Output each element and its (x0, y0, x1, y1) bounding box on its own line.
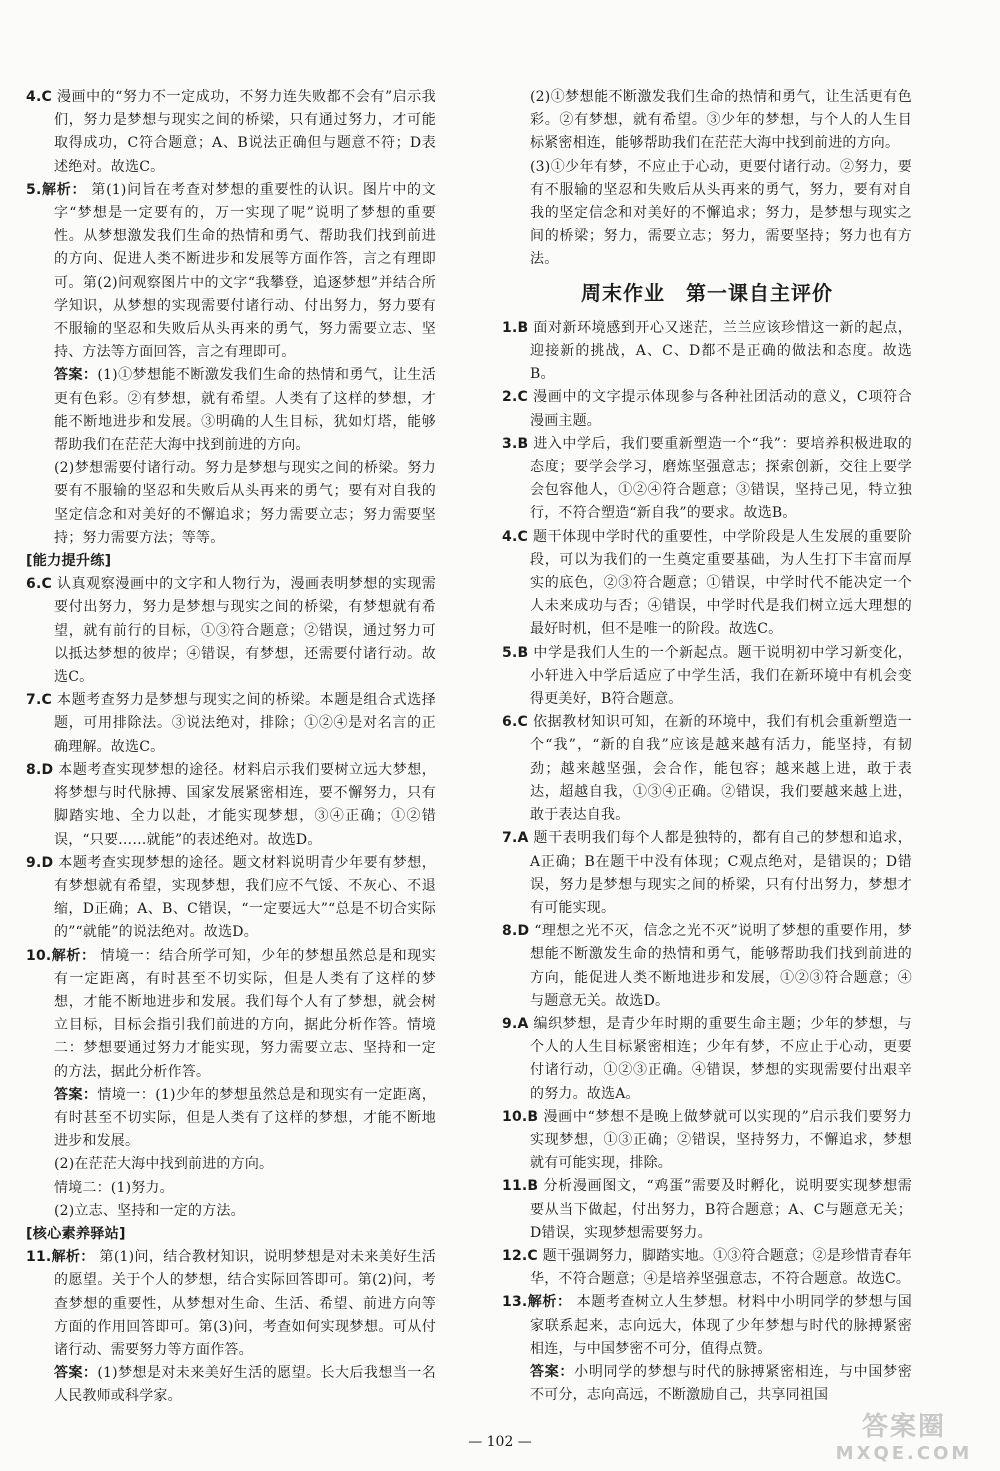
answer-item (502, 1291, 912, 1361)
answer-item (26, 573, 436, 689)
item-text: 漫画中的“努力不一定成功，不努力连失败都不会有”启示我们，努力是梦想与现实之间的桥梁，只有通过努力，才可能取得成功，C符合题意；A、B说法正确但与题意不符；D表述绝对。故选C。 (54, 89, 436, 175)
answer-label: 答案： (54, 1365, 98, 1382)
item-text: (1)①梦想能不断激发我们生命的热情和勇气，让生活更有色彩。②有梦想，就有希望。人类有了这样的梦想，才能不断地进步和发展。③明确的人生目标，犹如灯塔，能够帮助我们在茫茫大海中找到前进的方向。 (54, 367, 436, 454)
item-number: 13.解析： (502, 1294, 572, 1311)
item-text: 本题考查实现梦想的途径。题文材料说明青少年要有梦想，有梦想就有希望，实现梦想，我们应不气馁、不灰心、不退缩，D正确；A、B、C错误，“一定要远大”“总是不切合实际的”“就能”的说法绝对。故选D。 (54, 854, 436, 941)
answer-item (502, 1175, 912, 1245)
item-text: 依据教材知识可知，在新的环境中，我们有机会重新塑造一个“我”，“新的自我”应该是越来越有活力，能坚持，有韧劲；越来越坚强，会合作，能包容；越来越上进，敢于表达，超越自我，①③④正确。②错误，我们要越来越上进，敢于表达自我。 (530, 714, 912, 824)
answer-paragraph (502, 86, 912, 156)
item-text: 漫画中“梦想不是晚上做梦就可以实现的”启示我们要努力实现梦想，①③正确；②错误，坚持努力，不懈追求，梦想就有可能实现，排除。 (530, 1108, 912, 1172)
item-number: 8.D (26, 761, 54, 778)
right-column (502, 86, 912, 1407)
item-text: 漫画中的文字提示体现参与各种社团活动的意义，C项符合漫画主题。 (530, 389, 912, 429)
item-number: 12.C (502, 1247, 538, 1264)
item-number: 11.解析： (26, 1249, 95, 1266)
item-text: 本题考查实现梦想的途径。材料启示我们要树立远大梦想，将梦想与时代脉搏、国家发展紧密相连，要不懈努力，只有脚踏实地、全力以赴，才能实现梦想，③④正确；①②错误，“只要……就能”的表述绝对。故选D。 (54, 761, 436, 848)
answer-item (26, 945, 436, 1084)
answer-paragraph (26, 1084, 436, 1154)
answer-label: 答案： (54, 1086, 98, 1103)
item-text: 本题考查努力是梦想与现实之间的桥梁。本题是组合式选择题，可用排除法。③说法绝对，排除；①②④是对名言的正确理解。故选C。 (54, 692, 436, 755)
item-text: 进入中学后，我们要重新塑造一个“我”：要培养积极进取的态度；要学会学习，磨炼坚强意志；探索创新，交往上要学会包容他人，①②④符合题意；③错误，坚持己见，特立独行，不符合塑造“新自我”的要求。故选B。 (530, 435, 912, 522)
item-text: 情境一：(1)少年的梦想虽然总是和现实有一定距离，有时甚至不切实际，但是人类有了这样的梦想，才能不断地进步和发展。 (54, 1086, 436, 1150)
item-text: (2)在茫茫大海中找到前进的方向。 (54, 1156, 274, 1173)
item-text: (2)①梦想能不断激发我们生命的热情和勇气，让生活更有色彩。②有梦想，就有希望。③少年的梦想，与个人的人生目标紧密相连，能够帮助我们在茫茫大海中找到前进的方向。 (530, 89, 912, 152)
answer-label: 答案： (530, 1363, 575, 1380)
item-number: 8.D (502, 923, 530, 940)
answer-item (26, 86, 436, 179)
answer-paragraph (26, 1362, 436, 1408)
answer-item (502, 1245, 912, 1291)
item-text: 编织梦想，是青少年时期的重要生命主题；少年的梦想，与个人的人生目标紧密相连；少年有梦，不应止于心动，更要付诸行动，①②③正确。④错误，梦想的实现需要付出艰辛的努力。故选A。 (530, 1015, 912, 1102)
answer-item (26, 1246, 436, 1362)
answer-paragraph (26, 1200, 436, 1223)
item-text: (2)立志、坚持和一定的方法。 (54, 1202, 245, 1219)
item-text: “理想之光不灭，信念之光不灭”说明了梦想的重要作用，梦想能不断激发生命的热情和勇气，能够帮助我们找到前进的方向，能促进人类不断地进步和发展，①②③符合题意；④与题意无关。故选D。 (530, 923, 912, 1009)
item-text: (3)①少年有梦，不应止于心动，更要付诸行动。②努力，要有不服输的坚忍和失败后从头再来的勇气，努力，要有对自我的坚定信念和对美好的不懈追求；努力，是梦想与现实之间的桥梁；努力，需要立志；努力，需要坚持；努力也有方法。 (530, 158, 912, 268)
section-title: 周末作业 第一课自主评价 (581, 280, 833, 305)
answer-item (26, 759, 436, 852)
answer-item (502, 827, 912, 920)
item-text: 情境一：结合所学可知，少年的梦想虽然总是和现实有一定距离，有时甚至不切实际，但是人类有了这样的梦想，才能不断地进步和发展。我们每个人有了梦想，就会树立目标，目标会指引我们前进的方向，据此分析作答。情境二：梦想要通过努力才能实现，努力需要立志、坚持和一定的方法，据此分析作答。 (54, 947, 436, 1080)
item-text: 题干体现中学时代的重要性，中学阶段是人生发展的重要阶段，可以为我们的一生奠定重要基础，为人生打下丰富而厚实的底色，②③符合题意；①错误，中学时代不能决定一个人未来成功与否；④错误，中学时代是我们树立远大理想的最好时机，但不是唯一的阶段。故选C。 (530, 528, 912, 638)
item-text: 小明同学的梦想与时代的脉搏紧密相连，与中国梦密不可分，志向高远，不断激励自己，共享同祖国 (530, 1363, 912, 1404)
answer-paragraph (502, 1361, 912, 1407)
answer-item (26, 852, 436, 945)
answer-item (502, 1013, 912, 1106)
item-text: 本题考查树立人生梦想。材料中小明同学的梦想与国家联系起来，志向远大，体现了少年梦想与时代的脉搏紧密相连，与中国梦密不可分，值得点赞。 (530, 1294, 912, 1357)
item-number: 7.A (502, 830, 529, 847)
item-number: 9.A (502, 1015, 529, 1032)
item-number: 7.C (26, 692, 52, 709)
item-number: 5.B (502, 644, 529, 661)
item-text: 分析漫画图文，“鸡蛋”需要及时孵化，说明要实现梦想需要从当下做起，付出努力，B符合题意；A、C与题意无关；D错误，实现梦想需要努力。 (530, 1178, 912, 1241)
left-column (26, 86, 436, 1409)
section-heading: [能力提升练] (26, 553, 112, 570)
answer-paragraph (26, 1177, 436, 1200)
page-number: — 102 — (468, 1434, 532, 1450)
item-text: 第(1)问旨在考查对梦想的重要性的认识。图片中的文字“梦想是一定要有的，万一实现了呢”说明了梦想的重要性。从梦想激发我们生命的热情和勇气、帮助我们找到前进的方向、促进人类不断进步和发展等方面作答，言之有理即可。第(2)问观察图片中的文字“我攀登，追逐梦想”并结合所学知识，从梦想的实现需要付诸行动、付出努力，努力要有不服输的坚忍和失败后从头再来的勇气，努力需要立志、坚持、方法等方面回答，言之有理即可。 (54, 181, 436, 361)
item-number: 3.B (502, 435, 529, 452)
item-text: 情境二：(1)努力。 (54, 1179, 174, 1196)
item-text: 中学是我们人生的一个新起点。题干说明初中学习新变化，小轩进入中学后适应了中学生活，我们在新环境中有机会变得更美好，B符合题意。 (530, 644, 912, 708)
answer-item (502, 920, 912, 1013)
item-number: 5.解析： (26, 181, 87, 198)
answer-item (502, 317, 912, 387)
item-text: (2)梦想需要付诸行动。努力是梦想与现实之间的桥梁。努力要有不服输的坚忍和失败后从头再来的勇气；要有对自我的坚定信念和对美好的不懈追求；努力需要立志；努力需要坚持；努力需要方法；等等。 (54, 460, 436, 546)
watermark-logo (818, 1405, 990, 1465)
item-text: 面对新环境感到开心又迷茫，兰兰应该珍惜这一新的起点，迎接新的挑战，A、C、D都不是正确的做法和态度。故选B。 (530, 319, 912, 383)
answer-item (502, 711, 912, 827)
item-number: 6.C (26, 576, 52, 593)
item-number: 2.C (502, 389, 528, 406)
item-number: 4.C (26, 89, 52, 105)
item-text: 认真观察漫画中的文字和人物行为，漫画表明梦想的实现需要付出努力，努力是梦想与现实之间的桥梁，有梦想就有希望，就有前行的目标，①③符合题意；②错误，通过努力可以抵达梦想的彼岸；④错误，有梦想，还需要付诸行动。故选C。 (54, 576, 436, 686)
item-text: 题干表明我们每个人都是独特的，都有自己的梦想和追求，A正确；B在题干中没有体现；C观点绝对，是错误的；D错误，努力是梦想与现实之间的桥梁，只有付出努力，梦想才有可能实现。 (530, 830, 912, 916)
item-number: 9.D (26, 854, 54, 871)
answer-paragraph (26, 1153, 436, 1176)
item-text: 题干强调努力，脚踏实地。①③符合题意；②是珍惜青春年华，不符合题意；④是培养坚强意志，不符合题意。故选C。 (530, 1247, 913, 1288)
item-number: 1.B (502, 319, 529, 336)
item-number: 6.C (502, 714, 528, 731)
answer-item (502, 386, 912, 432)
section-heading: [核心素养驿站] (26, 1225, 126, 1242)
item-number: 11.B (502, 1178, 539, 1195)
item-number: 4.C (502, 528, 528, 545)
answer-item (502, 642, 912, 712)
item-number: 10.B (502, 1108, 539, 1125)
answer-item (26, 689, 436, 759)
watermark-bottom: MXQE.COM (835, 1443, 973, 1464)
answer-item (502, 526, 912, 642)
answer-paragraph (502, 156, 912, 272)
answer-paragraph (26, 364, 436, 457)
answer-item (502, 433, 912, 526)
item-text: (1)梦想是对未来美好生活的愿望。长大后我想当一名人民教师或科学家。 (54, 1365, 436, 1405)
item-number: 10.解析： (26, 947, 96, 964)
item-text: 第(1)问，结合教材知识，说明梦想是对未来美好生活的愿望。关于个人的梦想，结合实际回答即可。第(2)问，考查梦想的重要性，从梦想对生命、生活、希望、前进方向等方面的作用回答即可。第(3)问，考查如何实现梦想。可从付诸行动、需要努力等方面作答。 (54, 1249, 436, 1358)
answer-item (502, 1106, 912, 1176)
watermark-top: 答案圈 (861, 1412, 946, 1442)
answer-paragraph (26, 457, 436, 550)
answer-item (26, 179, 436, 365)
answer-label: 答案： (54, 367, 98, 384)
